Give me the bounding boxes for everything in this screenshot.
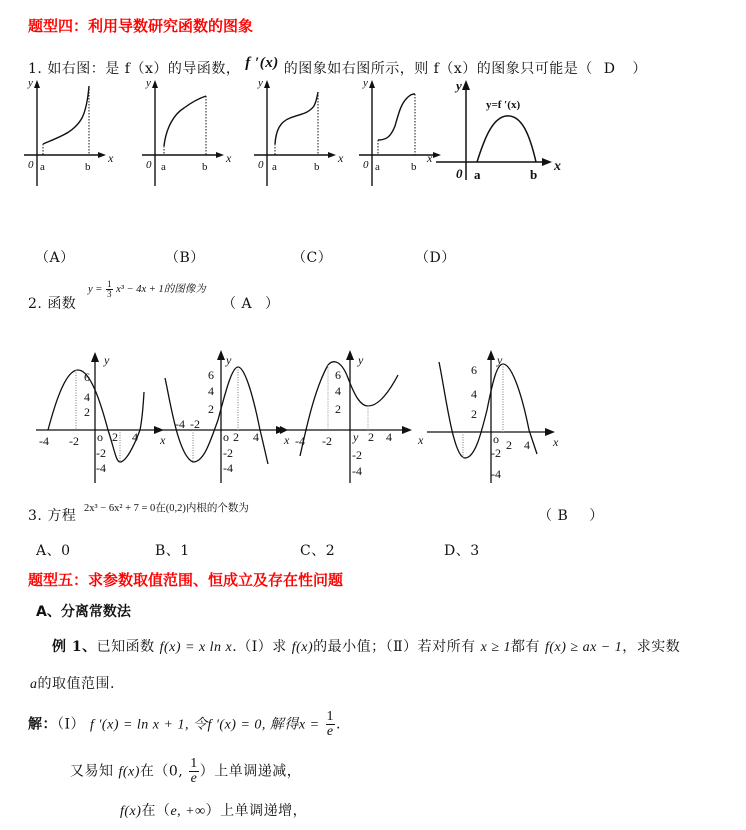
section5-subheading: A、分离常数法	[36, 604, 131, 620]
svg-text:-2: -2	[322, 434, 332, 448]
q3-option-b: B、1	[155, 543, 190, 559]
svg-text:y: y	[363, 77, 368, 89]
svg-text:b: b	[530, 167, 538, 182]
svg-text:a: a	[375, 161, 380, 173]
solution-line2-frac-num: 1	[190, 756, 198, 771]
example1-line1	[52, 636, 680, 656]
example1-label: 例 1、	[52, 639, 97, 655]
svg-text:x: x	[553, 435, 559, 449]
svg-text:-2: -2	[69, 434, 79, 448]
solution-line1	[28, 710, 341, 739]
svg-text:0: 0	[456, 166, 463, 181]
q2-formula	[88, 280, 206, 299]
q2-graph-4	[425, 350, 565, 485]
solution-line2-c: ）上单调递减，	[199, 763, 302, 780]
svg-text:2: 2	[112, 430, 118, 444]
example1-fx: f(x)	[291, 640, 314, 655]
svg-text:x: x	[418, 433, 424, 447]
svg-text:0: 0	[146, 159, 152, 171]
q1-number: 1.	[28, 61, 43, 77]
svg-text:x: x	[284, 433, 290, 447]
solution-line3	[120, 800, 307, 820]
svg-text:y: y	[497, 353, 503, 367]
svg-text:y: y	[104, 353, 110, 367]
svg-text:x: x	[160, 433, 166, 447]
svg-text:-4: -4	[96, 461, 106, 475]
svg-text:y: y	[226, 353, 232, 367]
svg-text:b: b	[411, 161, 417, 173]
q2-formula-rest: x³ − 4x + 1的图像为	[116, 283, 206, 295]
svg-text:4: 4	[471, 387, 477, 401]
svg-text:y: y	[456, 78, 462, 93]
solution-end: .	[336, 716, 341, 733]
svg-text:4: 4	[208, 384, 214, 398]
svg-text:y: y	[353, 430, 359, 444]
svg-text:2: 2	[208, 402, 214, 416]
example1-text-a: 已知函数	[96, 639, 155, 655]
svg-text:a: a	[161, 161, 166, 173]
svg-text:2: 2	[506, 438, 512, 452]
example1-text-c: 的最小值；（Ⅱ）若对所有	[313, 639, 476, 655]
svg-text:-2: -2	[352, 448, 362, 462]
svg-text:y: y	[28, 77, 33, 89]
svg-text:x: x	[338, 151, 344, 165]
svg-text:-4: -4	[491, 467, 501, 481]
solution-frac-num: 1	[326, 709, 335, 724]
svg-text:x: x	[226, 151, 232, 165]
solution-line3-b: 在（	[141, 803, 171, 819]
svg-text:0: 0	[363, 159, 369, 171]
solution-line2	[70, 757, 301, 786]
svg-text:b: b	[85, 161, 91, 173]
solution-line2-f: f(x)	[118, 764, 140, 780]
svg-text:2: 2	[335, 402, 341, 416]
example1-text-range: 的取值范围.	[37, 676, 115, 692]
svg-text:4: 4	[253, 430, 259, 444]
svg-text:-2: -2	[491, 446, 501, 460]
svg-text:2: 2	[84, 405, 90, 419]
q1-option-a: （A）	[35, 250, 75, 266]
svg-text:-4: -4	[352, 464, 362, 478]
q2-graph-1	[30, 350, 170, 485]
svg-text:6: 6	[84, 370, 90, 384]
svg-text:x: x	[108, 151, 114, 165]
svg-text:6: 6	[335, 368, 341, 382]
svg-text:2: 2	[233, 430, 239, 444]
q1-text	[28, 55, 647, 78]
q2-number: 2.	[28, 296, 43, 312]
curve-label: y=f ′(x)	[486, 99, 521, 111]
svg-text:2: 2	[368, 430, 374, 444]
svg-text:-4: -4	[223, 461, 233, 475]
q1-close: ）	[632, 61, 647, 77]
svg-text:b: b	[202, 161, 208, 173]
svg-text:o: o	[223, 430, 229, 444]
svg-text:o: o	[97, 430, 103, 444]
svg-text:a: a	[272, 161, 277, 173]
svg-text:-2: -2	[223, 446, 233, 460]
q3-number: 3.	[28, 508, 43, 524]
q1-text-b: 的图象如右图所示，则 f（x）的图象只可能是（	[283, 61, 593, 77]
example1-inequality: f(x) ≥ ax − 1	[544, 640, 623, 655]
q2-answer-block	[222, 293, 280, 313]
q3-text: 方程	[47, 508, 77, 524]
q1-graph-b	[140, 78, 230, 188]
q2-number-text	[28, 293, 76, 313]
svg-text:-4: -4	[175, 417, 185, 431]
svg-text:-2: -2	[190, 417, 200, 431]
q2-graph-2	[160, 350, 290, 485]
solution-line2-frac-den: e	[190, 771, 198, 786]
svg-text:o: o	[493, 432, 499, 446]
svg-text:4: 4	[335, 384, 341, 398]
svg-text:0: 0	[28, 159, 34, 171]
q1-graph-a	[22, 78, 112, 188]
q2-graph-3	[282, 350, 422, 485]
q3-answer: B	[557, 508, 569, 524]
solution-line2-a: 又易知	[70, 763, 114, 780]
q3-answer-open: （	[538, 508, 553, 524]
svg-text:y: y	[146, 77, 151, 89]
svg-text:b: b	[314, 161, 320, 173]
svg-text:2: 2	[471, 407, 477, 421]
q2-text: 函数	[47, 296, 77, 312]
q3-option-c: C、2	[300, 543, 336, 559]
q2-formula-y: y =	[88, 283, 103, 295]
solution-derivative: f ′(x) = ln x + 1, 令f ′(x) = 0, 解得x =	[89, 717, 320, 733]
svg-text:-4: -4	[39, 434, 49, 448]
example1-a: a	[30, 677, 38, 692]
q1-text-a: 如右图：是 f（x）的导函数，	[47, 61, 241, 77]
q1-option-c: （C）	[292, 250, 333, 266]
svg-text:y: y	[358, 353, 364, 367]
example1-text-d: 都有	[511, 639, 541, 655]
example1-condition: x ≥ 1	[480, 640, 512, 655]
solution-line3-f: f(x)	[120, 804, 142, 819]
svg-text:x: x	[427, 151, 433, 165]
svg-text:y: y	[258, 77, 263, 89]
svg-text:4: 4	[524, 438, 530, 452]
solution-frac-den: e	[326, 724, 334, 739]
example1-function: f(x) = x ln x	[159, 640, 233, 655]
q2-answer: A	[241, 296, 253, 312]
svg-text:6: 6	[208, 368, 214, 382]
svg-text:6: 6	[471, 363, 477, 377]
q1-option-b: （B）	[165, 250, 205, 266]
svg-text:a: a	[474, 167, 481, 182]
solution-line2-b: 在（0,	[139, 763, 184, 780]
svg-text:4: 4	[84, 390, 90, 404]
svg-text:4: 4	[132, 430, 138, 444]
q1-answer: D	[603, 61, 616, 77]
solution-part1: （Ⅰ）	[57, 716, 86, 733]
section5-heading: 题型五：求参数取值范围、恒成立及存在性问题	[28, 571, 344, 589]
svg-text:-4: -4	[295, 434, 305, 448]
solution-label: 解：	[28, 716, 57, 733]
q1-derivative-graph	[430, 78, 570, 188]
solution-line3-c: ）上单调递增，	[205, 803, 308, 819]
q3-option-a: A、0	[36, 543, 71, 559]
q3-option-d: D、3	[444, 543, 480, 559]
solution-line3-interval: e, +∞	[170, 804, 206, 819]
svg-text:x: x	[554, 159, 561, 174]
example1-text-e: ，求实数	[622, 639, 681, 655]
q2-frac-den: 3	[107, 289, 112, 299]
example1-text-b: .（Ⅰ）求	[232, 639, 287, 655]
svg-text:4: 4	[386, 430, 392, 444]
q2-answer-close: ）	[265, 296, 280, 312]
example1-line2	[30, 673, 115, 693]
q2-frac-num: 1	[107, 279, 112, 289]
q1-fprime: f ′(x)	[245, 55, 279, 71]
q3-formula: 2x³ − 6x² + 7 = 0在(0,2)内根的个数为	[84, 503, 249, 514]
q3-answer-close: ）	[589, 508, 604, 524]
q1-graph-c	[252, 78, 342, 188]
q3-number-text	[28, 505, 76, 525]
section4-heading: 题型四：利用导数研究函数的图象	[28, 17, 254, 35]
svg-text:-2: -2	[96, 446, 106, 460]
q1-option-d: （D）	[415, 250, 456, 266]
svg-text:a: a	[40, 161, 45, 173]
svg-text:0: 0	[258, 159, 264, 171]
q2-answer-open: （	[222, 296, 237, 312]
q3-answer-block	[538, 505, 604, 525]
